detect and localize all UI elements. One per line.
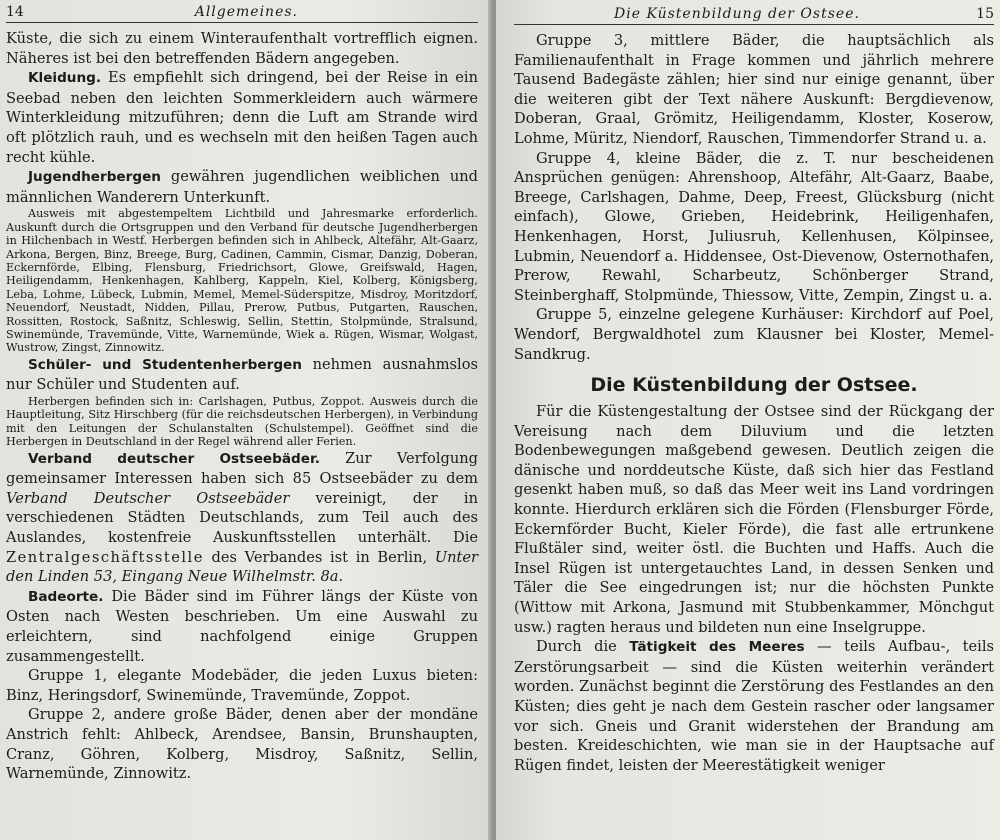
jugendherbergen-text: gewähren jugendlichen weiblichen und männlichen Wanderern Unterkunft. [6,168,478,206]
kleidung-heading: Kleidung. [28,70,102,87]
taetigkeit-text: — teils Aufbau-, teils Zerstörungsarbeit — sind die Küsten weiterhin verändert worden. Zunächst beginnt die Zerstörung des Festlandes an den Küsten; dies geht je nach dem Gestein rascher oder langsamer vor sich. Gneis und Granit widerstehen der Brandung am besten. Kreideschichten, wie man sie in der Hauptsache auf Rügen findet, leisten der Meerestätigkeit weniger [514,638,994,774]
verband-address: Unter den Linden 53, Eingang Neue Wilhelmstr. 8a. [6,548,478,586]
verband-heading: Verband deutscher Ostseebäder. [28,450,320,467]
taetigkeit-lead: Durch die [536,638,630,656]
left-page [0,0,492,840]
right-running-title: Die Küstenbildung der Ostsee. [614,6,860,22]
badeorte-text: Die Bäder sind im Führer längs der Küste von Osten nach Westen beschrieben. Um eine Auswahl zu erleichtern, sind nachfolgend einige Gruppen zusammengestellt. [6,587,478,665]
intro-paragraph: Küste, die sich zu einem Winteraufenthalt vortrefflich eignen. Näheres ist bei den betreffenden Bädern angegeben. [6,30,478,67]
jugendherbergen-heading: Jugendherbergen [28,169,161,186]
studentenherbergen-heading: Schüler- und Studentenherbergen [28,356,302,373]
gruppe-4-paragraph: Gruppe 4, kleine Bäder, die z. T. nur bescheidenen Ansprüchen genügen: Ahrenshoop, Altefähr, Alt-Gaarz, Baabe, Breege, Carlshagen, Dahme, Deep, Freest, Glücksburg (nicht einfach), Glowe, Grieben, Heidebrink, Heiligenhafen, Henkenhagen, Horst, Juliusruh, Kellenhusen, Kölpinsee, Lubmin, Neuendorf a. Hiddensee, Ost-Dievenow, Osternothafen, Prerow, Rewahl, Scharbeutz, Schönberger Strand, Steinberghaff, Stolpmünde, Thiessow, Vitte, Zempin, Zingst u. a. [514,149,994,304]
jugendherbergen-paragraph [6,167,478,207]
jugendherbergen-note: Ausweis mit abgestempeltem Lichtbild und Jahresmarke erforderlich. Auskunft durch die Ortsgruppen und den Verband für deutsche Jugendherbergen in Hilchenbach in Westf. Herbergen befinden sich in Ahlbeck, Altefähr, Alt-Gaarz, Arkona, Bergen, Binz, Breege, Burg, Cadinen, Cammin, Cismar, Danzig, Doberan, Eckernförde, Elbing, Flensburg, Friedrichsort, Glowe, Greifswald, Hagen, Heiligendamm, Henkenhagen, Kahlberg, Kappeln, Kiel, Kolberg, Königsberg, Leba, Lohme, Lübeck, Lubmin, Memel, Memel-Süderspitze, Misdroy, Moritzdorf, Neuendorf, Neustadt, Nidden, Pillau, Prerow, Putbus, Putgarten, Rauschen, Rossitten, Rostock, Saßnitz, Schleswig, Sellin, Stettin, Stolpmünde, Stralsund, Swinemünde, Travemünde, Vitte, Warnemünde, Wiek a. Rügen, Wismar, Wolgast, Wustrow, Zingst, Zinnowitz. [6,207,478,355]
taetigkeit-heading: Tätigkeit des Meeres [629,639,805,656]
verband-text-1: Zur Verfolgung gemeinsamer Interessen haben sich 85 Ostseebäder zu dem [6,449,478,488]
right-page [496,0,1000,840]
gruppe-2-paragraph: Gruppe 2, andere große Bäder, denen aber der mondäne Anstrich fehlt: Ahlbeck, Arendsee, Bansin, Brunshaupten, Cranz, Göhren, Kolberg, Misdroy, Saßnitz, Sellin, Warnemünde, Zinnowitz. [6,706,478,783]
left-page-number: 14 [6,4,24,20]
gruppe-1-paragraph: Gruppe 1, elegante Modebäder, die jeden Luxus bieten: Binz, Heringsdorf, Swinemünde, Travemünde, Zoppot. [6,667,478,704]
kuestengestaltung-paragraph: Für die Küstengestaltung der Ostsee sind der Rückgang der Vereisung nach dem Diluvium und die letzten Bodenbewegungen maßgebend gewesen. Deutlich zeigen die dänische und norddeutsche Küste, daß sich hier das Festland gesenkt haben muß, so daß das Meer weit ins Land vordringen konnte. Hierdurch erklären sich die Förden (Flensburger Förde, Eckernförder Bucht, Kieler Förde), die fast alle ertrunkene Flußtäler sind, weiter östl. die Buchten und Haffs. Auch die Insel Rügen ist untergetauchtes Land, in dessen Senken und Täler die See eingedrungen ist; nur die höchsten Punkte (Wittow mit Arkona, Jasmund mit Stubbenkammer, Mönchgut usw.) ragten heraus und bildeten nun eine Inselgruppe. [514,403,994,636]
studentenherbergen-text: nehmen ausnahmslos nur Schüler und Studenten auf. [6,355,478,394]
studentenherbergen-note: Herbergen befinden sich in: Carlshagen, Putbus, Zoppot. Ausweis durch die Hauptleitung, Sitz Hirschberg (für die reichsdeutschen Herbergen), in Verbindung mit den Leitungen der Schulanstalten (Schulstempel). Geöffnet sind die Herbergen in Deutschland in der Regel während aller Ferien. [6,395,478,449]
kleidung-paragraph [6,68,478,167]
badeorte-paragraph [6,587,478,666]
gruppe-3-paragraph: Gruppe 3, mittlere Bäder, die hauptsächlich als Familienaufenthalt in Frage kommen und jährlich mehrere Tausend Badegäste zählen; hier sind nur einige genannt, über die weiteren gibt der Text nähere Auskunft: Bergdievenow, Doberan, Graal, Grömitz, Heiligendamm, Kloster, Koserow, Lohme, Müritz, Niendorf, Rauschen, Timmendorfer Strand u. a. [514,32,994,147]
verband-text-3: des Verbandes ist in Berlin, [203,548,435,566]
verband-name: Verband Deutscher Ostseebäder [6,489,290,507]
taetigkeit-paragraph [514,637,994,775]
left-running-title: Allgemeines. [194,4,298,20]
kleidung-text: Es empfiehlt sich dringend, bei der Reise in ein Seebad neben den leichten Sommerkleidern auch wärmere Winterkleidung mitzuführen; denn die Luft am Strande wird oft plötzlich rauh, und es wechseln mit den heißen Tagen auch recht kühle. [6,69,478,166]
right-page-number: 15 [976,6,994,22]
gruppe-5-paragraph: Gruppe 5, einzelne gelegene Kurhäuser: Kirchdorf auf Poel, Wendorf, Bergwaldhotel zum Klausner bei Kloster, Memel-Sandkrug. [514,306,994,363]
verband-paragraph [6,449,478,587]
studentenherbergen-paragraph [6,355,478,395]
left-running-head [6,4,478,23]
section-title: Die Küstenbildung der Ostsee. [590,374,918,397]
badeorte-heading: Badeorte. [28,588,104,605]
right-running-head [514,6,994,25]
verband-text-2: vereinigt, der in verschiedenen Städten Deutschlands, zum Teil auch des Auslandes, kostenfreie Auskunftsstellen unterhält. Die [6,489,478,546]
zentralgeschaeftsstelle: Zentralgeschäftsstelle [6,548,204,566]
